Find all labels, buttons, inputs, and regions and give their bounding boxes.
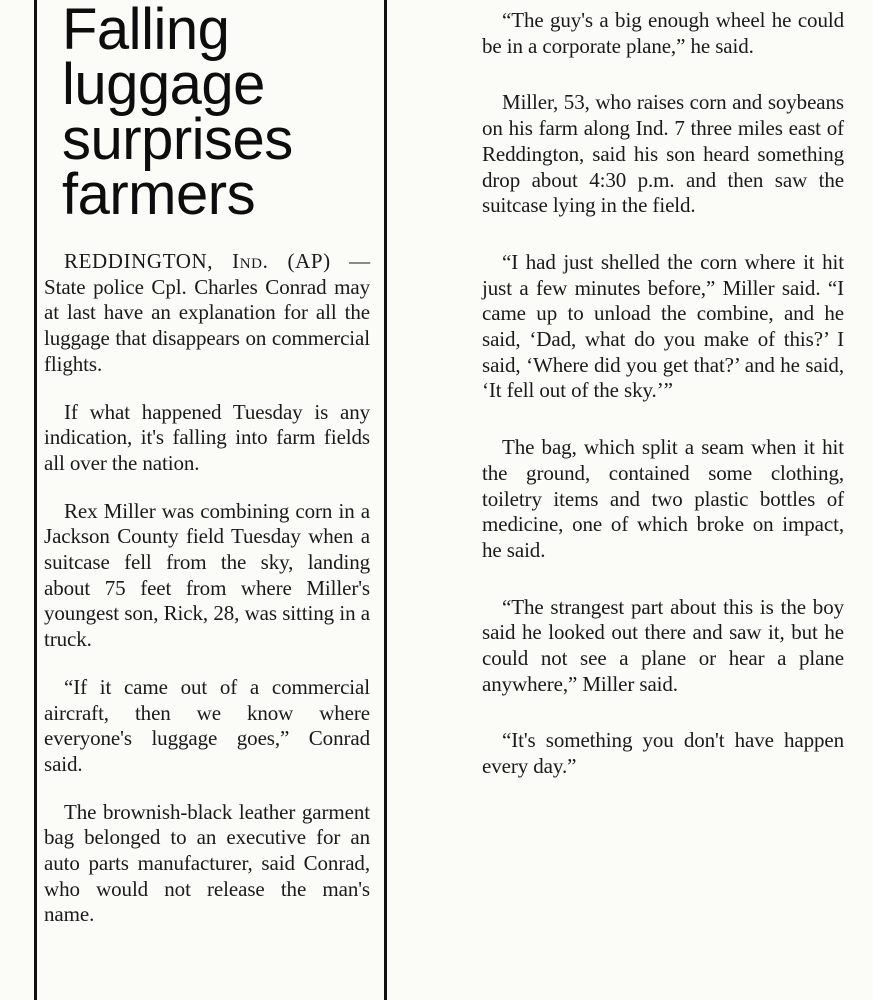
headline: Falling luggage surprises farmers [62, 0, 293, 227]
lead-text: — State police Cpl. Charles Conrad may at last have an explanation for all the luggage that disappears on commercial flights. [44, 249, 370, 376]
paragraph: Rex Miller was combining corn in a Jackson County field Tuesday when a suitcase fell from the sky, landing about 75 feet from where Miller's youngest son, Rick, 28, was sitting in a truck. [44, 498, 370, 652]
paragraph: Miller, 53, who raises corn and soybeans on his farm along Ind. 7 three miles east of Reddington, said his son heard something drop about 4:30 p.m. and then saw the suitcase lying in the field. [482, 90, 844, 218]
paragraph: “If it came out of a commercial aircraft, then we know where everyone's luggage goes,” Conrad said. [44, 674, 370, 776]
lead-paragraph [44, 249, 370, 378]
column-rule-left [34, 0, 37, 1000]
right-column [482, 8, 844, 780]
paragraph: “I had just shelled the corn where it hit just a few minutes before,” Miller said. “I came up to unload the combine, and he said, ‘Dad, what do you make of this?’ I said, ‘Where did you get that?’ and he said, ‘It fell out of the sky.’” [482, 249, 844, 403]
left-column [44, 0, 370, 928]
paragraph: The brownish-black leather garment bag belonged to an executive for an auto parts manufacturer, said Conrad, who would not release the man's name. [44, 799, 370, 927]
dateline: REDDINGTON, Ind. (AP) [64, 249, 331, 273]
paragraph: “It's something you don't have happen every day.” [482, 728, 844, 779]
paragraph: If what happened Tuesday is any indication, it's falling into farm fields all over the nation. [44, 399, 370, 475]
paragraph: “The guy's a big enough wheel he could be in a corporate plane,” he said. [482, 8, 844, 58]
paragraph: “The strangest part about this is the boy said he looked out there and saw it, but he could not see a plane or hear a plane anywhere,” Miller said. [482, 594, 844, 696]
column-rule-right [384, 0, 387, 1000]
paragraph: The bag, which split a seam when it hit the ground, contained some clothing, toiletry items and two plastic bottles of medicine, one of which broke on impact, he said. [482, 435, 844, 562]
